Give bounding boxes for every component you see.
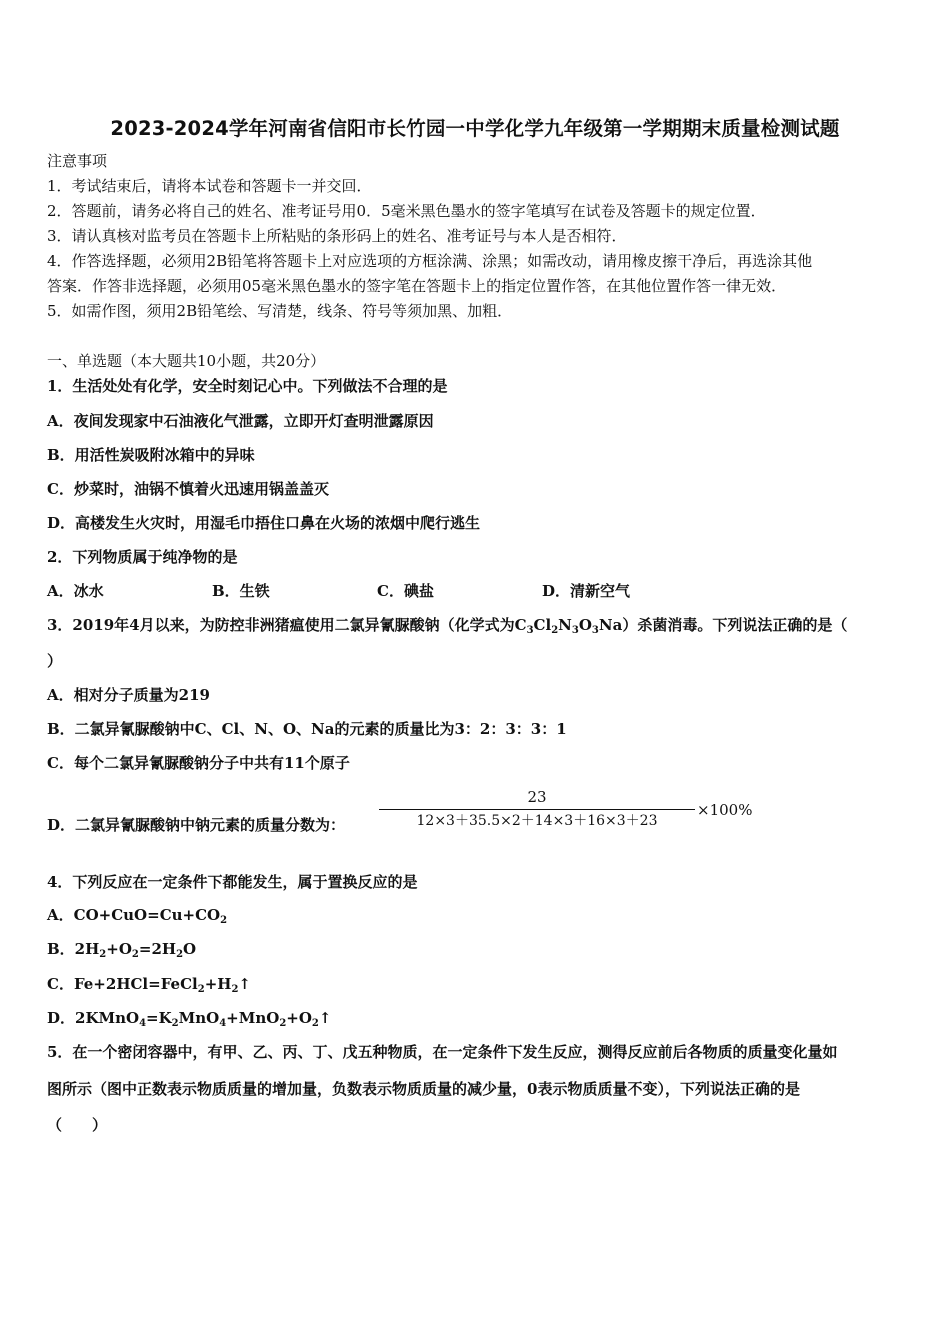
equation-text: O: [183, 940, 197, 958]
question-1-option-c: C．炒菜时，油锅不慎着火迅速用锅盖盖灭: [47, 480, 329, 498]
notice-item-5: 5．如需作图，须用2B铅笔绘、写清楚，线条、符号等须加黑、加粗．: [47, 302, 513, 320]
question-1-option-b: B．用活性炭吸附冰箱中的异味: [47, 446, 255, 464]
question-3-stem-line2: ）: [47, 652, 63, 670]
question-3-stem-pre: 3．2019年4月以来，为防控非洲猪瘟使用二氯异氰脲酸钠（化学式为C: [47, 616, 527, 634]
question-3-option-b: B．二氯异氰脲酸钠中C、Cl、N、O、Na的元素的质量比为3：2：3：3：1: [47, 720, 567, 738]
formula-symbol: N: [558, 616, 572, 634]
question-1-option-a: A．夜间发现家中石油液化气泄露，立即开灯查明泄露原因: [47, 412, 434, 430]
question-4-stem: 4．下列反应在一定条件下都能发生，属于置换反应的是: [47, 873, 418, 891]
equation-sub: 2: [220, 915, 228, 926]
formula-sub: 2: [551, 625, 559, 636]
equation-text: MnO: [178, 1009, 220, 1027]
question-5-stem-line1: 5．在一个密闭容器中，有甲、乙、丙、丁、戊五种物质，在一定条件下发生反应，测得反应前后各物质的质量变化量如: [47, 1043, 838, 1061]
question-4-option-a: [47, 905, 227, 925]
question-4-option-b: [47, 939, 196, 959]
question-3-option-d-label: D．二氯异氰脲酸钠中钠元素的质量分数为：: [47, 816, 346, 834]
question-2-options: [47, 581, 630, 601]
notice-item-4-cont: 答案．作答非选择题，必须用05毫米黑色墨水的签字笔在答题卡上的指定位置作答，在其他位置作答一律无效．: [47, 277, 787, 295]
question-1-option-d: D．高楼发生火灾时，用湿毛巾捂住口鼻在火场的浓烟中爬行逃生: [47, 514, 481, 532]
question-2-stem: 2．下列物质属于纯净物的是: [47, 548, 238, 566]
notice-item-3: 3．请认真核对监考员在答题卡上所粘贴的条形码上的姓名、准考证号与本人是否相符．: [47, 227, 627, 245]
equation-sub: 2: [171, 1018, 179, 1029]
question-1-stem: 1．生活处处有化学，安全时刻记心中。下列做法不合理的是: [47, 377, 448, 395]
equation-text: +O: [106, 940, 132, 958]
equation-sub: 2: [131, 949, 139, 960]
fraction-multiplier: ×100%: [697, 801, 753, 819]
question-2-option-a: A．冰水: [47, 582, 104, 600]
equation-text: +H: [204, 975, 232, 993]
equation-text: B．2H: [47, 940, 100, 958]
equation-sub: 4: [219, 1018, 227, 1029]
question-4-option-d: [47, 1008, 331, 1028]
fraction-bar: [379, 809, 695, 810]
question-3-stem-post: Na）杀菌消毒。下列说法正确的是（: [598, 616, 848, 634]
mass-fraction-formula: [379, 786, 695, 831]
question-3-option-a: A．相对分子质量为219: [47, 686, 210, 704]
equation-sub: 2: [279, 1018, 287, 1029]
question-5-stem-line2: 图所示（图中正数表示物质质量的增加量，负数表示物质质量的减少量，0表示物质质量不变），下列说法正确的是: [47, 1080, 800, 1098]
formula-sub: 3: [591, 625, 599, 636]
equation-sub: 2: [197, 984, 205, 995]
equation-text: D．2KMnO: [47, 1009, 140, 1027]
equation-sub: 2: [176, 949, 184, 960]
equation-text: C．Fe+2HCl=FeCl: [47, 975, 198, 993]
notice-heading: 注意事项: [47, 152, 108, 170]
question-2-option-b: B．生铁: [212, 582, 270, 600]
formula-sub: 3: [571, 625, 579, 636]
notice-item-1: 1．考试结束后，请将本试卷和答题卡一并交回．: [47, 177, 372, 195]
section-heading: 一、单选题（本大题共10小题，共20分）: [47, 352, 326, 370]
equation-sub: 2: [99, 949, 107, 960]
equation-sub: 2: [231, 984, 239, 995]
question-3-stem: [47, 615, 847, 635]
notice-item-2: 2．答题前，请务必将自己的姓名、准考证号用0．5毫米黑色墨水的签字笔填写在试卷及答题卡的规定位置．: [47, 202, 766, 220]
equation-text: +O: [286, 1009, 312, 1027]
equation-text: +MnO: [226, 1009, 280, 1027]
equation-text: =K: [146, 1009, 172, 1027]
fraction-denominator: 12×3＋35.5×2＋14×3＋16×3＋23: [416, 813, 658, 829]
notice-item-4: 4．作答选择题，必须用2B铅笔将答题卡上对应选项的方框涂满、涂黑；如需改动，请用橡皮擦干净后，再选涂其他: [47, 252, 813, 270]
equation-text: =2H: [138, 940, 177, 958]
formula-symbol: Cl: [533, 616, 552, 634]
formula-symbol: O: [578, 616, 592, 634]
equation-text: A．CO+CuO=Cu+CO: [47, 906, 221, 924]
exam-title: 2023-2024学年河南省信阳市长竹园一中学化学九年级第一学期期末质量检测试题: [110, 117, 840, 140]
question-4-option-c: [47, 974, 251, 994]
formula-sub: 3: [526, 625, 534, 636]
equation-sub: 2: [311, 1018, 319, 1029]
up-arrow-icon: ↑: [318, 1009, 332, 1027]
fraction-numerator: 23: [527, 788, 547, 806]
equation-sub: 4: [139, 1018, 147, 1029]
question-5-stem-line3: （ ）: [47, 1116, 108, 1134]
up-arrow-icon: ↑: [238, 975, 251, 993]
question-3-option-c: C．每个二氯异氰脲酸钠分子中共有11个原子: [47, 754, 350, 772]
question-2-option-c: C．碘盐: [377, 582, 434, 600]
question-2-option-d: D．清新空气: [542, 582, 631, 600]
